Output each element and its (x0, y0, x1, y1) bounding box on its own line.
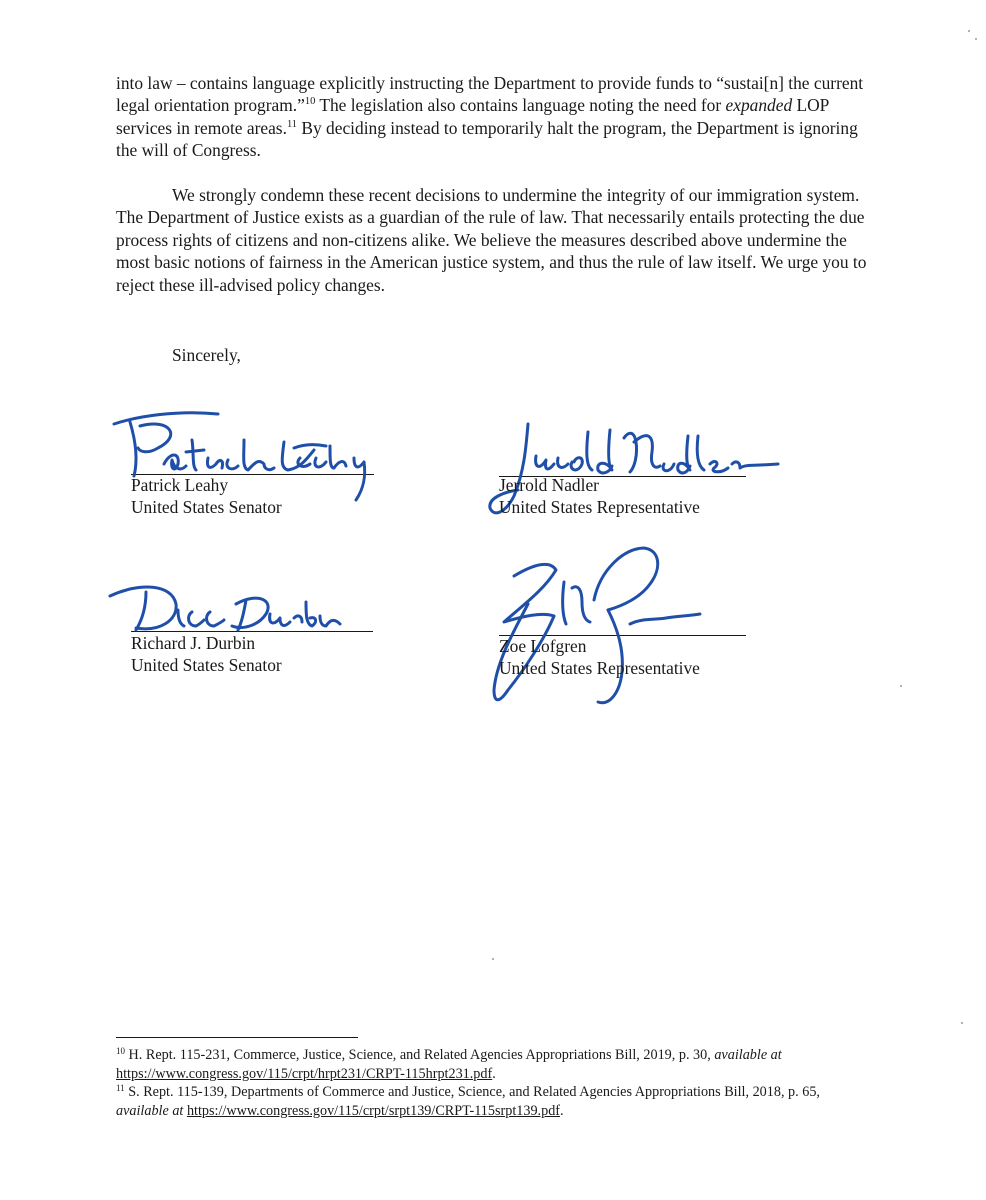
signatory-block (499, 474, 700, 519)
footnotes (116, 1046, 876, 1120)
footnote-text: S. Rept. 115-139, Departments of Commerce and Justice, Science, and Related Agencies Appropriations Bill, 2018, p. 65, (124, 1084, 820, 1101)
paragraph-text: By deciding instead to temporarily halt the program, the Department is ignoring the will of Congress. (116, 117, 858, 161)
paragraph-text: into law – contains language explicitly instructing the Department to provide funds to “sustai[n] the current legal orientation program.” (116, 73, 864, 116)
signature-zoe-lofgren (484, 540, 704, 718)
signatory-block (131, 474, 282, 519)
footnote-separator (116, 1037, 358, 1038)
signatory-name: Richard J. Durbin (131, 633, 256, 653)
signatory-name: Jerrold Nadler (499, 475, 599, 495)
footnote-ref-10: 10 (304, 96, 316, 108)
signatory-title: United States Representative (499, 658, 700, 679)
footnote-10 (116, 1046, 876, 1083)
closing-salutation: Sincerely, (172, 345, 241, 365)
footnote-period: . (560, 1102, 564, 1119)
signatory-title: United States Senator (131, 497, 282, 518)
footnote-number: 10 (116, 1046, 125, 1056)
signatory-block (131, 632, 282, 677)
footnote-number: 11 (116, 1083, 125, 1094)
body-paragraph-2: We strongly condemn these recent decisions to undermine the integrity of our immigration system. The Department of Justice exists as a guardian of the rule of law. That necessarily entails protecting the due process rights of citizens and non-citizens alike. We believe the measures described above undermine the most basic notions of fairness in the American justice system, and thus the rule of law itself. We urge you to reject these ill-advised policy changes. (116, 185, 867, 295)
emphasis-text: expanded (725, 95, 793, 116)
paragraph-text: The legislation also contains language noting the need for (315, 95, 726, 116)
footnote-available-at: available at (116, 1102, 184, 1119)
scan-speck (961, 1022, 963, 1024)
footnote-available-at: available at (714, 1047, 782, 1063)
signatory-title: United States Representative (499, 497, 700, 518)
signatory-name: Patrick Leahy (131, 475, 229, 495)
scan-speck (900, 685, 902, 687)
footnote-ref-11: 11 (286, 118, 298, 130)
body-paragraph-1 (116, 72, 876, 162)
scan-speck (968, 30, 970, 32)
scan-speck (492, 958, 494, 960)
footnote-period: . (492, 1065, 496, 1082)
paragraph-text: LOP services in remote areas. (116, 95, 829, 138)
scan-speck (975, 38, 977, 40)
footnote-text: H. Rept. 115-231, Commerce, Justice, Science, and Related Agencies Appropriations Bill, 2019, p. 30, (125, 1047, 715, 1063)
signatory-name: Zoe Lofgren (499, 636, 587, 656)
footnote-link[interactable]: https://www.congress.gov/115/crpt/hrpt231/CRPT-115hrpt231.pdf (116, 1065, 493, 1082)
footnote-11 (116, 1083, 876, 1120)
signatory-title: United States Senator (131, 655, 282, 676)
signatory-block (499, 635, 700, 680)
footnote-link[interactable]: https://www.congress.gov/115/crpt/srpt139/CRPT-115srpt139.pdf (186, 1102, 561, 1119)
